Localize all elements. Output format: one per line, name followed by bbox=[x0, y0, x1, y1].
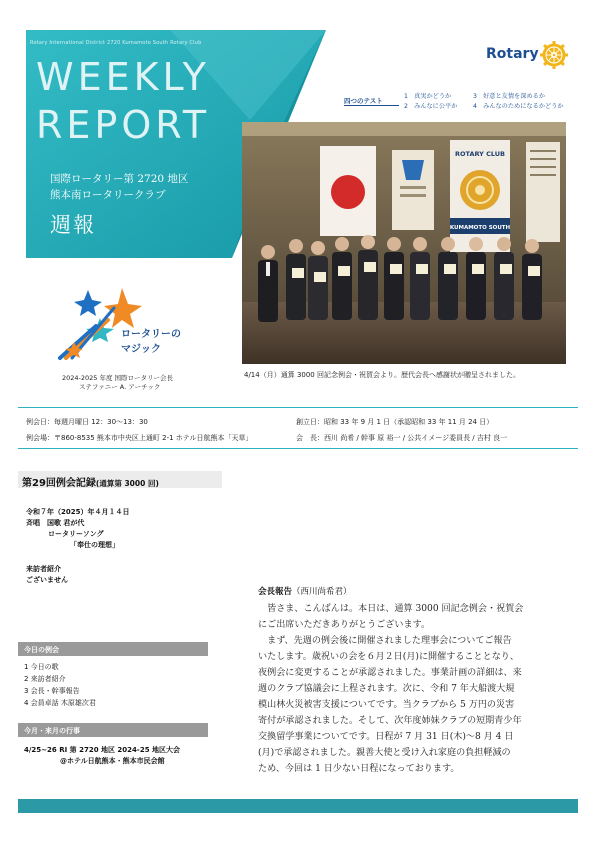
today-item: 3 会長・幹事報告 bbox=[24, 687, 80, 695]
report-line: 模山林火災被害支援についてです。当クラブから 5 万円の災害 bbox=[258, 700, 515, 710]
four-way-test-item: 4 みんなのためになるかどうか bbox=[473, 103, 564, 110]
song-line: ロータリーソング bbox=[48, 530, 104, 538]
rotary-wordmark: Rotary bbox=[486, 46, 539, 62]
president-report-name: （西川尚希君） bbox=[292, 587, 352, 597]
report-line: 夜例会に変更することが承認されました。事業計画の詳細は、来 bbox=[258, 668, 522, 678]
meeting-date: 令和７年（2025）年４月１４日 bbox=[26, 508, 130, 516]
four-way-test-underline bbox=[344, 105, 399, 106]
banner-text-kumamoto-south: KUMAMOTO SOUTH bbox=[449, 225, 511, 231]
district-line: Rotary International District 2720 Kumamoto South Rotary Club bbox=[30, 40, 202, 46]
president-name: ステファニー A. アーチック bbox=[79, 383, 161, 391]
report-line: ため、今回は 1 日少ない日程になっております。 bbox=[258, 764, 460, 774]
meeting-record-title-text: 第29回例会記録 bbox=[22, 478, 96, 489]
weekly-title: WEEKLY bbox=[36, 55, 210, 99]
four-way-test-item: 3 好意と友情を深めるか bbox=[473, 93, 545, 100]
four-way-test-item: 2 みんなに公平か bbox=[404, 103, 458, 110]
photo-caption: 4/14（月）通算 3000 回記念例会・祝賀会より。歴代会長へ感謝状が贈呈されました。 bbox=[244, 371, 520, 379]
song-title: 「奉仕の理想」 bbox=[70, 541, 119, 549]
info-divider-top bbox=[18, 407, 578, 408]
today-item: 4 会員卓話 木原雄次君 bbox=[24, 699, 96, 707]
report-line: いたします。歳祝いの会を６月２日(月)に開催することとなり、 bbox=[258, 652, 519, 662]
rotary-wheel-icon bbox=[540, 41, 568, 69]
report-line: にご出席いただきありがとうございます。 bbox=[258, 620, 431, 630]
president-report-title bbox=[258, 585, 352, 597]
venue: 例会場：〒860-8535 熊本市中央区上通町 2-1 ホテル日航熊本「天草」 bbox=[26, 434, 253, 442]
today-item: 2 来訪者紹介 bbox=[24, 675, 66, 683]
four-way-test-label: 四つのテスト bbox=[344, 97, 383, 105]
meeting-time: 例会日：毎週月曜日 12：30～13：30 bbox=[26, 418, 148, 426]
banner-text-rotary-club: ROTARY CLUB bbox=[454, 150, 506, 158]
meeting-record-title bbox=[22, 474, 159, 489]
district-name: 国際ロータリー第 2720 地区 bbox=[50, 173, 189, 185]
today-item: 1 今日の歌 bbox=[24, 663, 59, 671]
shuho-title: 週報 bbox=[50, 213, 96, 237]
report-line: まず、先週の例会後に開催されました理事会についてご報告 bbox=[258, 636, 512, 646]
report-line: 週のクラブ協議会に上程されます。次に、令和 7 年大船渡大規 bbox=[258, 684, 515, 694]
club-name: 熊本南ロータリークラブ bbox=[50, 189, 166, 201]
theme-line-2: マジック bbox=[121, 344, 161, 355]
meeting-record-subtitle: (通算第 3000 回) bbox=[95, 479, 159, 488]
visitors-value: ございません bbox=[26, 576, 68, 584]
anthem-line: 斉唱 国歌 君が代 bbox=[26, 519, 85, 527]
report-line: 皆さま、こんばんは。本日は、通算 3000 回記念例会・祝賀会 bbox=[258, 604, 524, 614]
president-report-label: 会長報告 bbox=[258, 587, 293, 597]
report-line: 交換留学事業についてです。日程が 7 月 31 日(木)～8 月 4 日 bbox=[258, 732, 514, 742]
president-title: 2024-2025 年度 国際ロータリー会長 bbox=[62, 374, 174, 382]
officers: 会 長：西川 尚希 / 幹事 原 裕一 / 公共イメージ委員長 / 吉村 良一 bbox=[296, 434, 508, 442]
report-line: 寄付が承認されました。そして、次年度姉妹クラブの短期青少年 bbox=[258, 716, 522, 726]
today-header: 今日の例会 bbox=[24, 646, 59, 654]
group-photo bbox=[242, 122, 566, 364]
theme-line-1: ロータリーの bbox=[121, 329, 181, 340]
four-way-test-item: 1 真実かどうか bbox=[404, 93, 452, 100]
events-header: 今月・来月の行事 bbox=[24, 727, 80, 735]
event-venue: @ホテル日航熊本・熊本市民会館 bbox=[60, 757, 165, 765]
founded-date: 創立日：昭和 33 年 9 月 1 日（承認昭和 33 年 11 月 24 日） bbox=[296, 418, 494, 426]
report-title: REPORT bbox=[36, 103, 211, 147]
group-photo-illustration bbox=[242, 122, 566, 364]
report-line: (月)で承認されました。親善大使と受け入れ家庭の負担軽減の bbox=[258, 748, 511, 758]
footer-bar bbox=[18, 799, 578, 813]
info-divider-bottom bbox=[18, 448, 578, 449]
visitors-label: 来訪者紹介 bbox=[26, 565, 61, 573]
event-line: 4/25~26 RI 第 2720 地区 2024-25 地区大会 bbox=[24, 746, 181, 754]
